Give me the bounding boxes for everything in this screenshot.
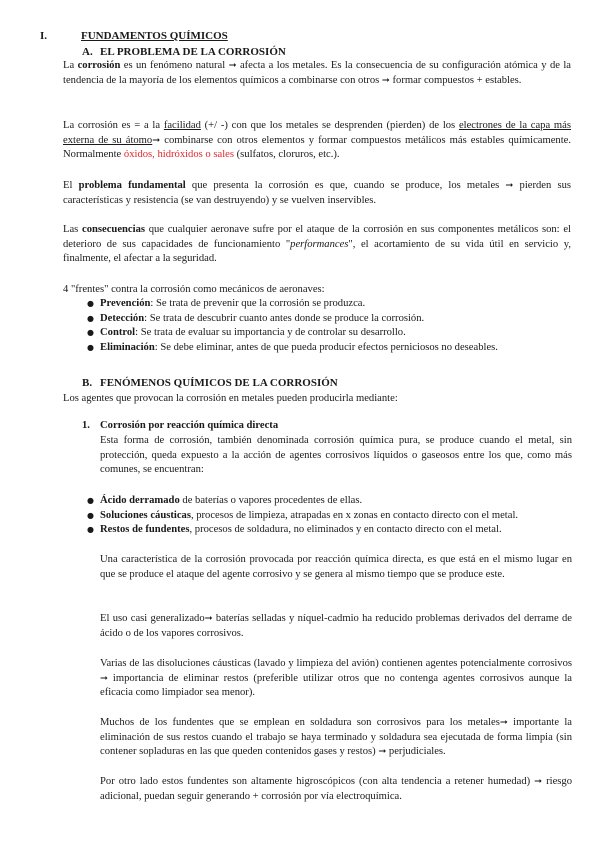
paragraph-consequences: Las consecuencias que cualquier aeronave sufre por el ataque de la corrosión en sus componentes metálicos son: el deterioro de sus capacidades de funcionamiento "performances", el acortamiento de su vida útil en servicio y, finalmente, el afectar a la seguridad. (63, 224, 571, 265)
bullet-icon: ● (87, 313, 94, 323)
section-title: FUNDAMENTOS QUÍMICOS (81, 30, 228, 42)
subsection-heading-a: A. EL PROBLEMA DE LA CORROSIÓN (82, 46, 286, 58)
paragraph-definition: La corrosión es un fenómeno natural ➞ afecta a los metales. Es la consecuencia de su configuración atómica y de la tendencia de la mayoría de los elementos químicos a combinarse con otros ➞ formar compuestos + estables. (63, 60, 571, 86)
bullet-icon: ● (87, 496, 94, 505)
arrow-icon: ➞ (100, 672, 108, 684)
arrow-icon: ➞ (505, 180, 514, 191)
paragraph-characteristic: Una característica de la corrosión provocada por reacción química directa, es que está en el mismo lugar en que se produce el ataque del agente corrosivo y se genera al mismo tiempo que se produce este. (100, 554, 572, 580)
arrow-icon: ➞ (499, 717, 508, 728)
list-item: ● Restos de fundentes, procesos de soldadura, no eliminados y en contacto directo con el metal. (63, 523, 573, 538)
paragraph-batteries: El uso casi generalizado➞ baterías selladas y níquel-cadmio ha reducido problemas derivados del derrame de ácido o de los vapores corrosivos. (100, 613, 572, 639)
arrow-icon: ➞ (204, 613, 213, 624)
bullet-icon: ● (87, 510, 94, 520)
frentes-list (63, 297, 573, 355)
arrow-icon: ➞ (534, 776, 543, 787)
arrow-icon: ➞ (152, 134, 161, 146)
agents-list (63, 494, 573, 538)
list-item: ● Soluciones cáusticas, procesos de limpieza, atrapadas en x zonas en contacto directo con el metal. (63, 509, 573, 524)
paragraph-hygroscopic: Por otro lado estos fundentes son altamente higroscópicos (con alta tendencia a retener humedad) ➞ riesgo adicional, puedan seguir generando + corrosión por vía electroquímica. (100, 776, 572, 802)
list-item: ● Eliminación: Se debe eliminar, antes de que pueda producir efectos perniciosos no deseables. (63, 341, 573, 356)
paragraph-fluxes: Muchos de los fundentes que se emplean en soldadura son corrosivos para los metales➞ importante la eliminación de sus restos cuando el trabajo se haya terminado y soldadura sea ejecutada de forma limpia (sin contener sopladuras en las que queden contenidos gases y restos) ➞ perjudiciales. (100, 717, 572, 758)
bullet-icon: ● (87, 525, 94, 535)
arrow-icon: ➞ (228, 60, 237, 71)
bullet-icon: ● (87, 328, 94, 338)
bullet-icon: ● (87, 342, 94, 352)
list-item: ● Control: Se trata de evaluar su importancia y de controlar su desarrollo. (63, 326, 573, 341)
list-item: ● Detección: Se trata de descubrir cuanto antes donde se produce la corrosión. (63, 312, 573, 327)
paragraph-direct-reaction: Esta forma de corrosión, también denominada corrosión química pura, se produce cuando el metal, sin protección, queda expuesto a la acción de agentes corrosivos líquidos o gaseosos entre los que, como más comunes, se encuentran: (100, 435, 572, 476)
list-item: ● Ácido derramado de baterías o vapores procedentes de ellas. (63, 494, 573, 509)
paragraph-agents: Los agentes que provocan la corrosión en metales pueden producirla mediante: (63, 393, 398, 404)
subsection-heading-b: B. FENÓMENOS QUÍMICOS DE LA CORROSIÓN (82, 377, 338, 389)
section-heading-1: I. FUNDAMENTOS QUÍMICOS (40, 30, 228, 42)
bullet-icon: ● (87, 299, 94, 308)
frentes-intro: 4 "frentes" contra la corrosión como mecánicos de aeronaves: (63, 284, 325, 295)
paragraph-caustic: Varias de las disoluciones cáusticas (lavado y limpieza del avión) contienen agentes potencialmente corrosivos ➞ importancia de eliminar restos (preferible utilizar otros que no contenga agentes corrosivos aunque la eficacia como limpiador sea menor). (100, 658, 572, 699)
arrow-icon: ➞ (381, 74, 390, 86)
paragraph-facility: La corrosión es = a la facilidad (+/ -) con que los metales se desprenden (pierden) de los electrones de la capa más externa de su átomo➞ combinarse con otros elementos y formar compuestos metálicos más estables químicamente. Normalmente óxidos, hidróxidos o sales (sulfatos, cloruros, etc.). (63, 120, 572, 161)
paragraph-problem: El problema fundamental que presenta la corrosión es que, cuando se produce, los metales ➞ pierden sus características y resistencia (se van destruyendo) y se vuelven inservibles. (63, 180, 571, 206)
subheading-direct-reaction: 1. Corrosión por reacción química directa (82, 420, 279, 431)
arrow-icon: ➞ (378, 746, 387, 758)
list-item: ● Prevención: Se trata de prevenir que la corrosión se produzca. (63, 297, 573, 312)
